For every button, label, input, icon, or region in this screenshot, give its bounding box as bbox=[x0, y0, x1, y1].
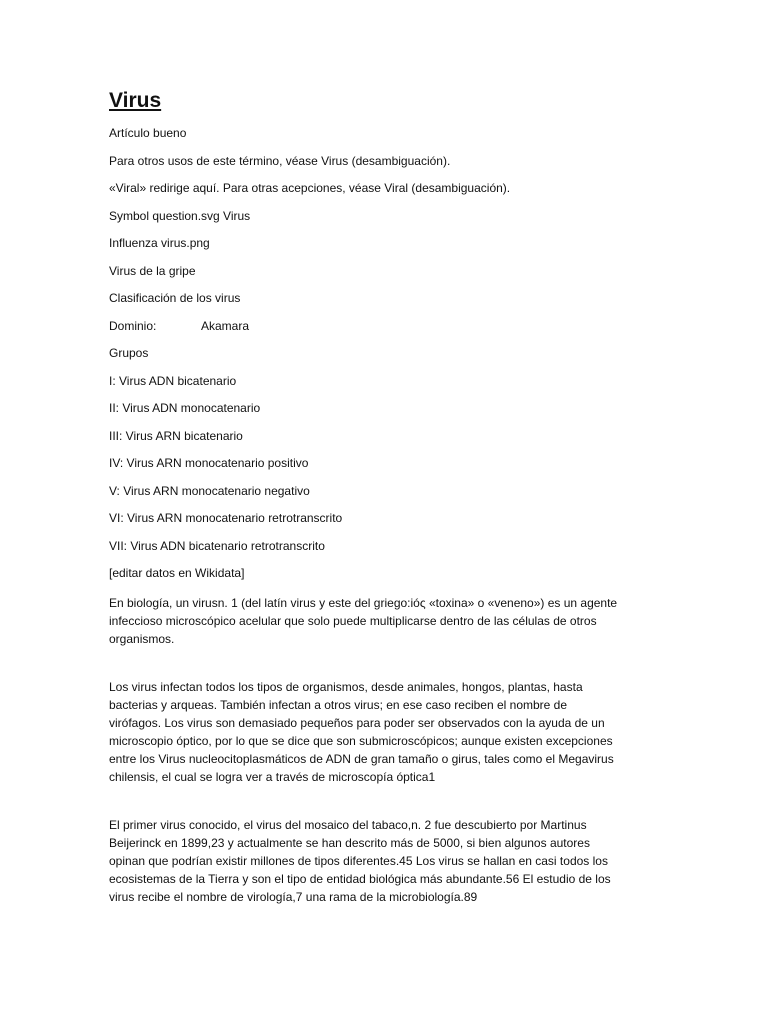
symbol-caption: Symbol question.svg Virus bbox=[109, 208, 251, 223]
group-item: VI: Virus ARN monocatenario retrotranscrito bbox=[109, 511, 343, 525]
disambiguation-note: Para otros usos de este término, véase Virus (desambiguación). bbox=[109, 153, 451, 168]
intro-paragraph: En biología, un virusn. 1 (del latín virus y este del griego:ióς «toxina» o «veneno») es un agente infeccioso microscópico acelular que solo puede multiplicarse dentro de las células de otros organismos. bbox=[109, 595, 618, 646]
dominio-row bbox=[109, 319, 669, 334]
classification-heading: Clasificación de los virus bbox=[109, 291, 241, 305]
dominio-label: Dominio: bbox=[109, 318, 157, 333]
article-badge: Artículo bueno bbox=[109, 126, 187, 140]
image-filename: Influenza virus.png bbox=[109, 236, 210, 250]
group-item: VII: Virus ADN bicatenario retrotranscrito bbox=[109, 538, 325, 553]
redirect-note: «Viral» redirige aquí. Para otras acepciones, véase Viral (desambiguación). bbox=[109, 181, 511, 195]
body-paragraph: Los virus infectan todos los tipos de organismos, desde animales, hongos, plantas, hasta bacterias y arqueas. También infectan a otros virus; en ese caso reciben el nombre de virófagos. Los virus son demasiado pequeños para poder ser observados con la ayuda de un microscopio óptico, por lo que se dice que son submicroscópicos; aunque existen excepciones entre los Virus nucleocitoplasmáticos de ADN de gran tamaño o girus, tales como el Megavirus chilensis, el cual se logra ver a través de microscopía óptica1 bbox=[109, 679, 614, 784]
group-item: V: Virus ARN monocatenario negativo bbox=[109, 483, 310, 498]
dominio-value: Akamara bbox=[201, 318, 250, 333]
document-page bbox=[109, 88, 669, 906]
image-caption: Virus de la gripe bbox=[109, 263, 196, 278]
body-paragraph: El primer virus conocido, el virus del mosaico del tabaco,n. 2 fue descubierto por Martinus Beijerinck en 1899,23 y actualmente se han descrito más de 5000, si bien algunos autores opinan que podrían existir millones de tipos diferentes.45 Los virus se hallan en casi todos los ecosistemas de la Tierra y son el tipo de entidad biológica más abundante.56 El estudio de los virus recibe el nombre de virología,7 una rama de la microbiología.89 bbox=[109, 817, 611, 904]
page-title: Virus bbox=[109, 89, 162, 112]
group-item: I: Virus ADN bicatenario bbox=[109, 373, 237, 388]
group-item: II: Virus ADN monocatenario bbox=[109, 401, 261, 415]
group-item: III: Virus ARN bicatenario bbox=[109, 428, 243, 443]
group-item: IV: Virus ARN monocatenario positivo bbox=[109, 456, 309, 470]
groups-heading: Grupos bbox=[109, 346, 149, 360]
edit-wikidata-link[interactable]: [editar datos en Wikidata] bbox=[109, 566, 245, 580]
